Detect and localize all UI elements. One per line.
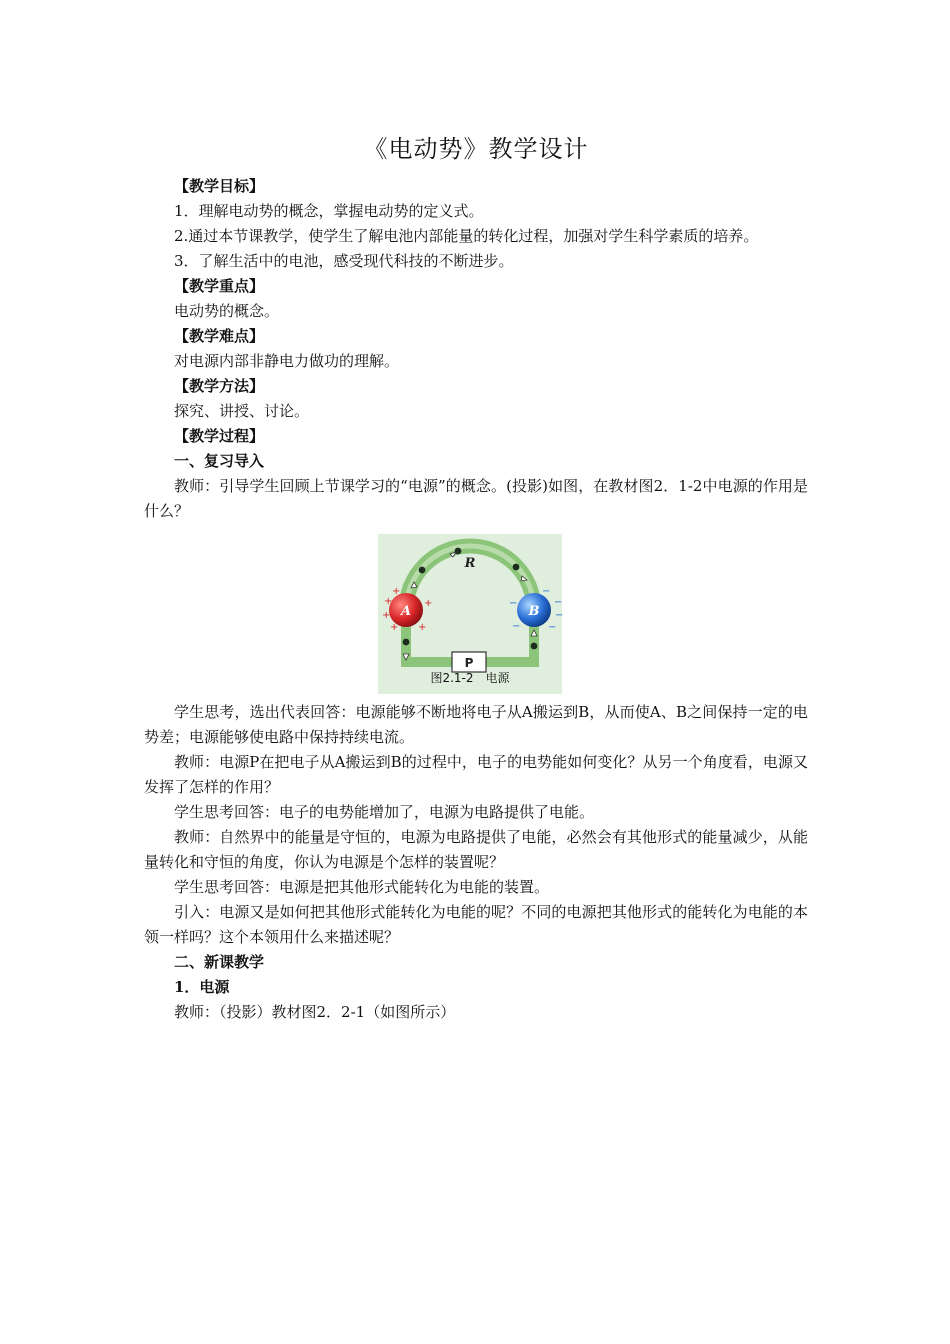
section-heading-difficulties: 【教学难点】 (174, 327, 265, 345)
minus-icon: − (512, 621, 521, 632)
paragraph: 电动势的概念。 (174, 302, 280, 320)
minus-icon: − (548, 622, 557, 633)
section-heading-objectives: 【教学目标】 (174, 177, 265, 195)
electron-dot (403, 639, 410, 646)
minus-icon: − (555, 610, 564, 621)
plus-icon: + (418, 622, 427, 633)
paragraph: 引入：电源又是如何把其他形式能转化为电能的呢？不同的电源把其他形式的能转化为电能的本领一样吗？这个本领用什么来描述呢？ (144, 903, 808, 946)
plus-icon: + (384, 596, 393, 607)
figure-caption: 图2.1-2 电源 (430, 671, 510, 685)
paragraph: 1．理解电动势的概念，掌握电动势的定义式。 (174, 202, 484, 220)
subsection-heading-review: 一、复习导入 (174, 452, 265, 470)
paragraph: 教师：引导学生回顾上节课学习的“电源”的概念。(投影)如图，在教材图2．1-2中电源的作用是什么？ (144, 477, 808, 520)
section-heading-process: 【教学过程】 (174, 427, 265, 445)
circuit-figure (378, 534, 562, 694)
paragraph: 对电源内部非静电力做功的理解。 (174, 352, 400, 370)
resistor-label: R (464, 556, 476, 571)
paragraph: 教师：自然界中的能量是守恒的，电源为电路提供了电能，必然会有其他形式的能量减少，从能量转化和守恒的角度，你认为电源是个怎样的装置呢？ (144, 828, 808, 871)
paragraph: 3．了解生活中的电池，感受现代科技的不断进步。 (174, 252, 514, 270)
minus-icon: − (554, 597, 563, 608)
paragraph: 学生思考回答：电子的电势能增加了，电源为电路提供了电能。 (174, 803, 595, 821)
electron-dot (531, 643, 538, 650)
power-source-label: P (464, 656, 474, 670)
paragraph: 学生思考回答：电源是把其他形式能转化为电能的装置。 (174, 878, 550, 896)
subsection-heading-new-lesson: 二、新课教学 (174, 953, 265, 971)
subsection-heading-power-source: 1．电源 (174, 978, 230, 996)
plus-icon: + (424, 598, 433, 609)
plus-icon: + (392, 586, 401, 597)
electron-dot (513, 564, 520, 571)
section-heading-methods: 【教学方法】 (174, 377, 265, 395)
paragraph: 教师：电源P在把电子从A搬运到B的过程中，电子的电势能如何变化？从另一个角度看，电源又发挥了怎样的作用？ (144, 753, 808, 796)
sphere-b-label: B (528, 604, 540, 619)
paragraph: 教师：（投影）教材图2．2-1（如图所示） (174, 1003, 456, 1021)
plus-icon: + (382, 610, 391, 621)
minus-icon: − (542, 586, 551, 597)
paragraph: 学生思考，选出代表回答：电源能够不断地将电子从A搬运到B，从而使A、B之间保持一定的电势差；电源能够使电路中保持持续电流。 (144, 703, 808, 746)
paragraph: 探究、讲授、讨论。 (174, 402, 310, 420)
document-body (144, 132, 808, 1025)
sphere-a-label: A (400, 604, 412, 619)
minus-icon: − (509, 598, 518, 609)
section-heading-key-points: 【教学重点】 (174, 277, 265, 295)
plus-icon: + (390, 622, 399, 633)
document-title: 《电动势》教学设计 (363, 135, 589, 163)
paragraph: 2.通过本节课教学，使学生了解电池内部能量的转化过程，加强对学生科学素质的培养。 (174, 227, 759, 245)
electron-dot (419, 567, 426, 574)
